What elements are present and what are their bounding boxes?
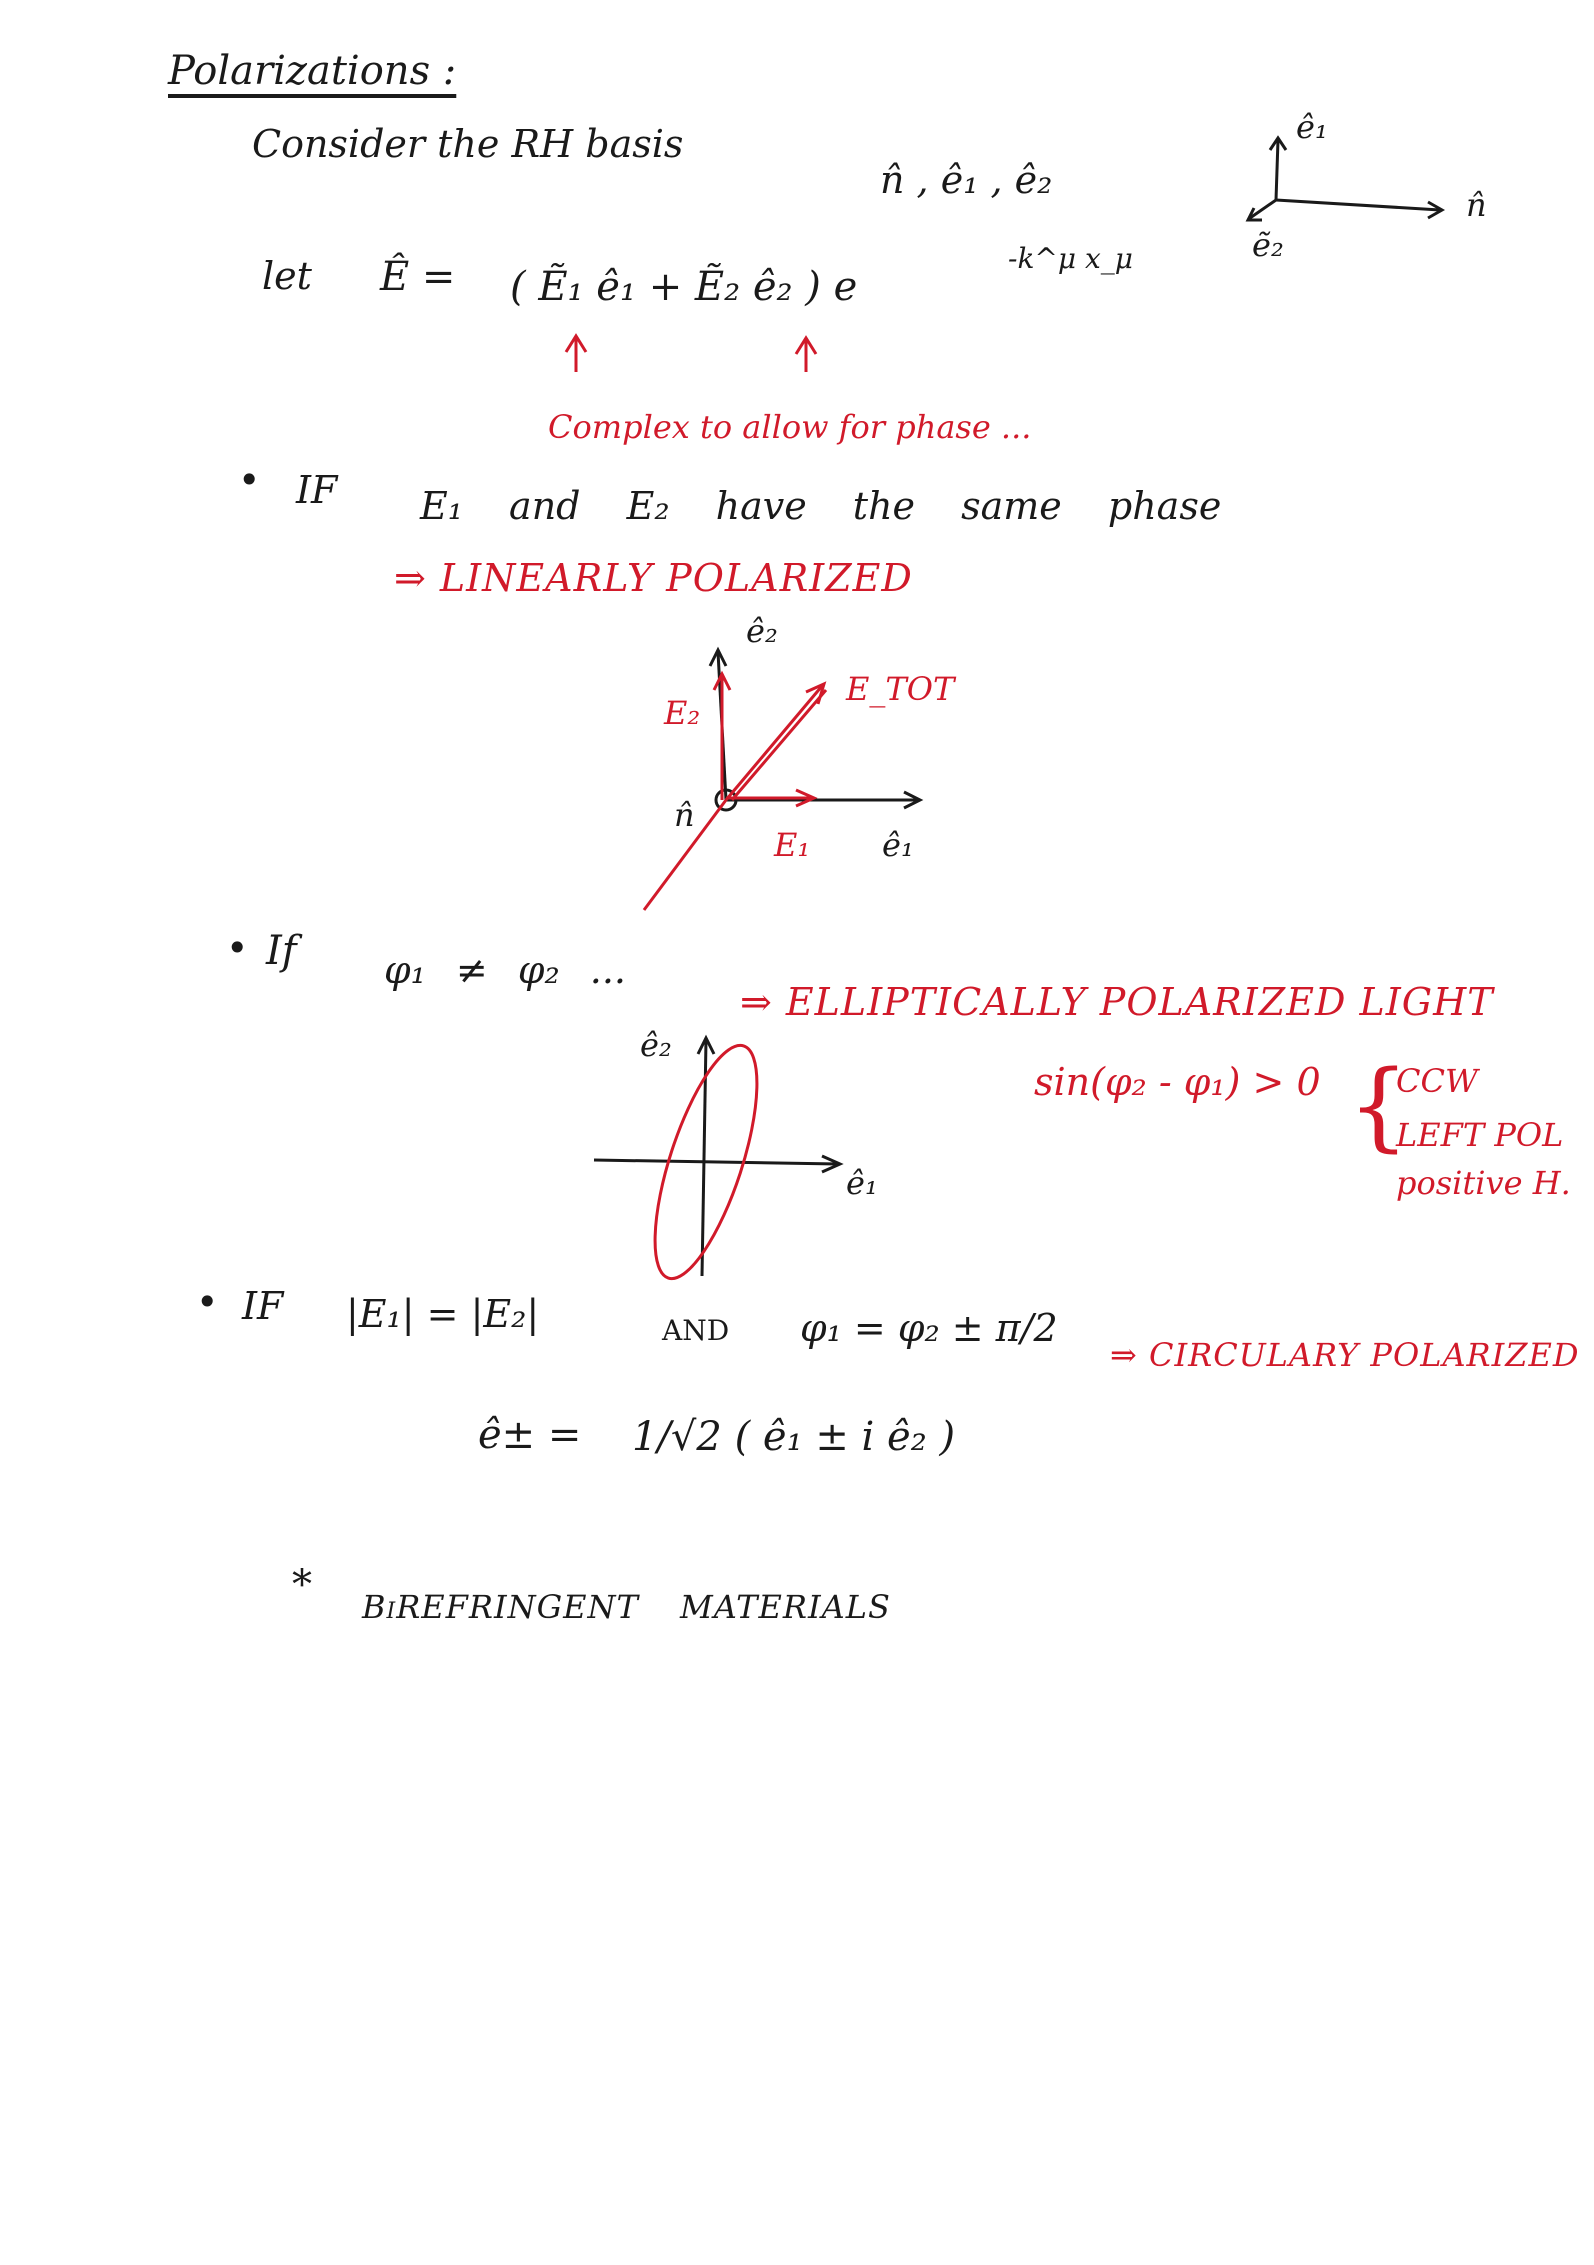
linear-E1-label: E₁ xyxy=(774,826,811,864)
footer-text: BiREFRINGENT MATERIALS xyxy=(362,1588,891,1626)
elliptical-e2-hat: ê₂ xyxy=(640,1026,672,1064)
circular-condition-b: φ₁ = φ₂ ± π/2 xyxy=(800,1306,1058,1350)
elliptical-condition: φ₁ ≠ φ₂ ... xyxy=(384,948,626,992)
linear-n-hat: n̂ xyxy=(674,796,695,834)
field-rhs: ( Ẽ₁ ê₁ + Ẽ₂ ê₂ ) e xyxy=(510,264,858,310)
circular-formula-lhs: ê± = xyxy=(478,1412,582,1458)
elliptical-brace: { xyxy=(1348,1050,1410,1162)
elliptical-case-positive: positive H. xyxy=(1396,1164,1571,1202)
circular-and: AND xyxy=(662,1314,730,1347)
linear-e2-hat: ê₂ xyxy=(746,612,778,650)
field-let: let xyxy=(262,254,312,298)
bullet-dot: • xyxy=(196,1280,219,1324)
circular-if: IF xyxy=(242,1284,284,1328)
axis-e2-label: ẽ₂ xyxy=(1252,226,1284,264)
linear-Etot-label: E_TOT xyxy=(846,670,955,708)
footer-star: * xyxy=(292,1562,312,1608)
linear-if: IF xyxy=(296,468,338,512)
elliptical-if: If xyxy=(266,928,297,974)
elliptical-e1-hat: ê₁ xyxy=(846,1164,878,1202)
axis-e1-label: ê₁ xyxy=(1296,108,1328,146)
basis-vectors: n̂ , ê₁ , ê₂ xyxy=(880,158,1053,202)
linear-result: ⇒ LINEARLY POLARIZED xyxy=(394,556,913,600)
elliptical-case-left: LEFT POL xyxy=(1396,1116,1564,1154)
page-title: Polarizations : xyxy=(168,48,457,94)
linear-e1-hat: ê₁ xyxy=(882,826,914,864)
field-exponent: -k^μ x_μ xyxy=(1008,242,1133,275)
elliptical-sin-condition: sin(φ₂ - φ₁) > 0 xyxy=(1034,1060,1321,1104)
bullet-dot: • xyxy=(226,926,249,970)
basis-intro: Consider the RH basis xyxy=(252,122,684,166)
field-lhs: Ê = xyxy=(380,254,456,300)
elliptical-case-ccw: CCW xyxy=(1396,1062,1478,1100)
linear-condition: E₁ and E₂ have the same phase xyxy=(420,484,1222,528)
circular-result: ⇒ CIRCULARY POLARIZED xyxy=(1110,1336,1580,1374)
bullet-dot: • xyxy=(238,458,261,502)
axis-n-label: n̂ xyxy=(1466,186,1487,224)
elliptical-result: ⇒ ELLIPTICALLY POLARIZED LIGHT xyxy=(740,980,1494,1024)
circular-condition-a: |E₁| = |E₂| xyxy=(346,1292,540,1336)
circular-formula-rhs: 1/√2 ( ê₁ ± i ê₂ ) xyxy=(632,1414,956,1460)
complex-note: Complex to allow for phase ... xyxy=(548,408,1032,446)
linear-E2-label: E₂ xyxy=(664,694,701,732)
